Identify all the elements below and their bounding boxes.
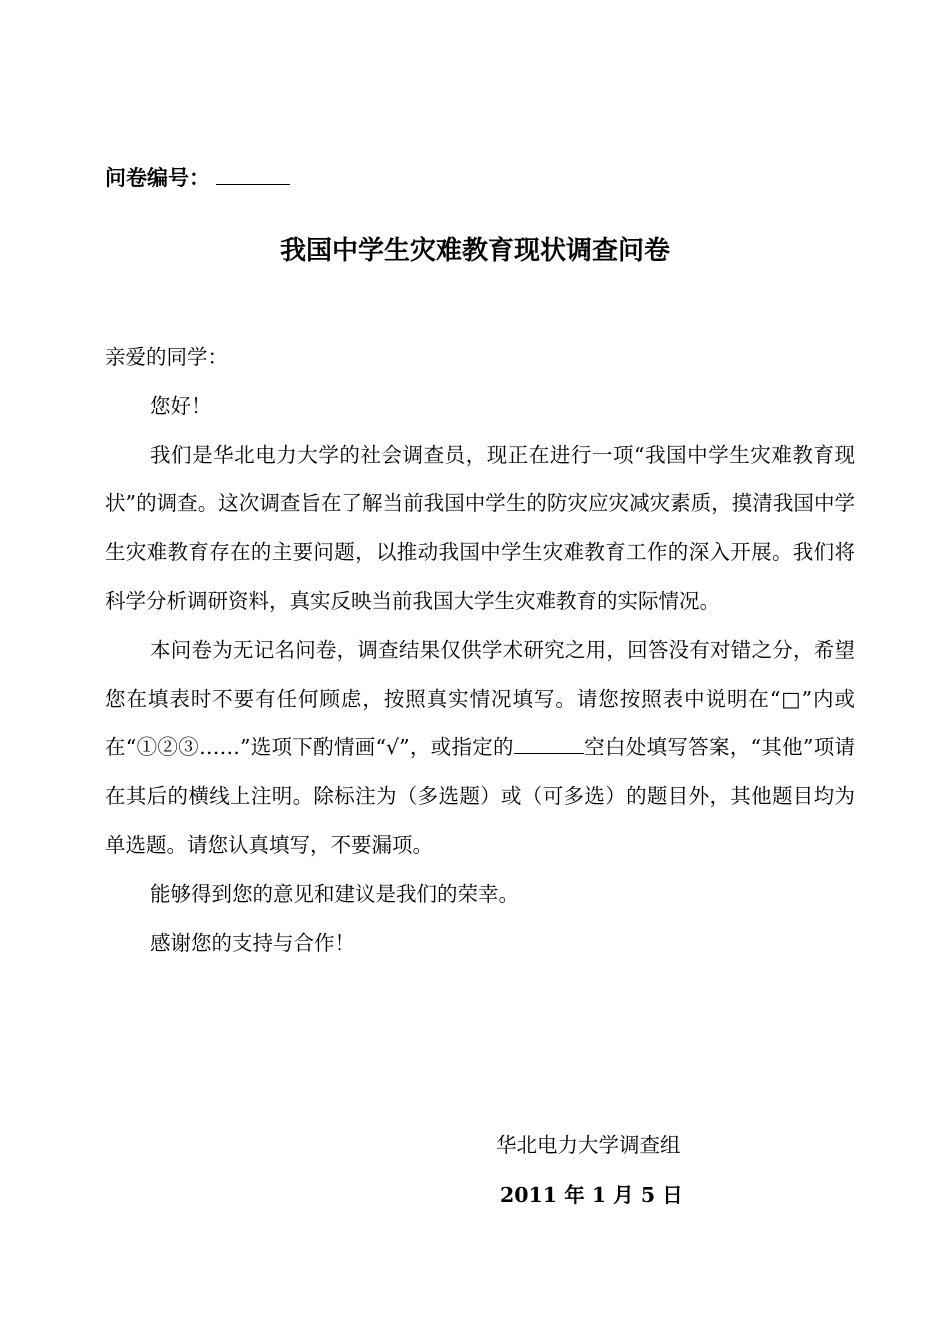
instructions-paragraph: [105, 626, 855, 870]
honor-paragraph: 能够得到您的意见和建议是我们的荣幸。: [150, 881, 519, 906]
page-title: 我国中学生灾难教育现状调查问卷: [279, 236, 670, 266]
signature-organization: 华北电力大学调查组: [496, 1133, 681, 1157]
questionnaire-number: [105, 162, 290, 193]
greeting: 您好！: [150, 393, 212, 418]
salutation: 亲爱的同学：: [105, 345, 228, 369]
instructions-text-end: 空白处填写答案，“其他”项请在其后的横线上注明。除标注为（多选题）或（可多选）的题目外，其他题目均为单选题。请您认真填写，不要漏项。: [105, 735, 855, 857]
letter-body: [105, 333, 855, 967]
questionnaire-number-label: 问卷编号：: [105, 165, 210, 190]
fill-in-blank: [514, 733, 584, 754]
thanks-paragraph: 感谢您的支持与合作！: [150, 930, 355, 955]
instructions-text-start: 本问卷为无记名问卷，调查结果仅供学术研究之用，回答没有对错之分，希望您在填表时不要有任何顾虑，按照真实情况填写。请您按照表中说明在“□”内或在“①②③……”选项下酌情画“√”，或指定的: [105, 637, 855, 760]
intro-paragraph: 我们是华北电力大学的社会调查员，现正在进行一项“我国中学生灾难教育现状”的调查。这次调查旨在了解当前我国中学生的防灾应灾减灾素质，摸清我国中学生灾难教育存在的主要问题，以推动我国中学生灾难教育工作的深入开展。我们将科学分析调研资料，真实反映当前我国大学生灾难教育的实际情况。: [105, 442, 855, 613]
signature-date: 2011 年 1 月 5 日: [500, 1183, 683, 1207]
questionnaire-number-blank: [216, 162, 290, 185]
